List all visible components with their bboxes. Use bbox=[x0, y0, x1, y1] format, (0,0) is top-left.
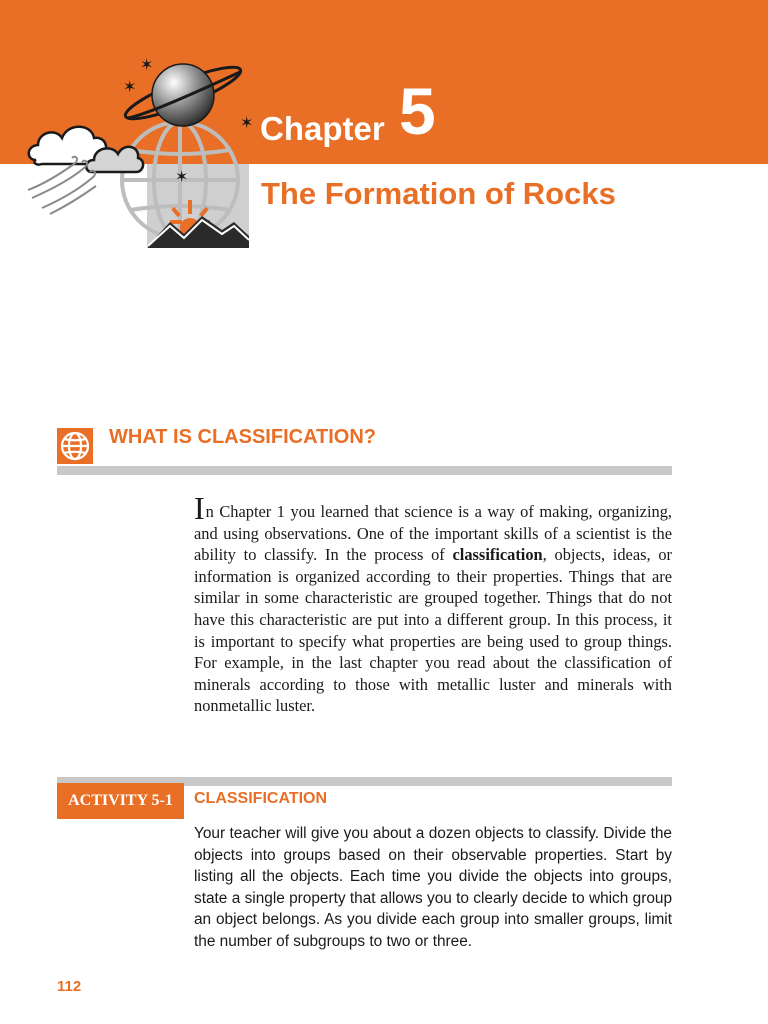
drop-cap: I bbox=[194, 490, 205, 526]
section-divider bbox=[57, 466, 672, 475]
activity-title: CLASSIFICATION bbox=[194, 790, 328, 807]
page-number: 112 bbox=[57, 978, 82, 995]
paragraph-text-part-2: , objects, ideas, or information is organized according to their properties. Things that are similar in some characteristic are grouped together. Things that do not have this characteristic are put into a different group. In this process, it is important to specify what properties are being used to group things. For example, in the last chapter you read about the classification of minerals according to those with metallic luster and minerals with nonmetallic luster. bbox=[194, 545, 672, 716]
activity-text: Your teacher will give you about a dozen objects to classify. Divide the objects into groups based on their observable properties. Start by listing all the objects. Each time you divide the objects into groups, state a single property that allows you to clearly decide to which group an object belongs. As you divide each group into smaller groups, limit the number of subgroups to two or three. bbox=[194, 825, 672, 950]
body-paragraph bbox=[194, 490, 672, 717]
chapter-title: The Formation of Rocks bbox=[261, 176, 616, 211]
activity-tag: ACTIVITY 5-1 bbox=[57, 783, 184, 819]
chapter-number: 5 bbox=[399, 74, 436, 148]
svg-text:✶: ✶ bbox=[175, 167, 189, 186]
svg-text:✶: ✶ bbox=[240, 113, 254, 132]
globe-icon bbox=[57, 428, 93, 464]
svg-text:✶: ✶ bbox=[140, 55, 154, 74]
earth-science-emblem-icon bbox=[20, 50, 260, 250]
chapter-label: Chapter bbox=[260, 110, 385, 147]
svg-text:✶: ✶ bbox=[123, 77, 137, 96]
section-heading: WHAT IS CLASSIFICATION? bbox=[109, 426, 377, 448]
paragraph-text-part-1: n Chapter 1 you learned that science is a way of making, organizing, and using observations. One of the important skills of a scientist is the ability to classify. In the process of bbox=[194, 502, 672, 565]
bold-term-classification: classification bbox=[452, 545, 543, 565]
